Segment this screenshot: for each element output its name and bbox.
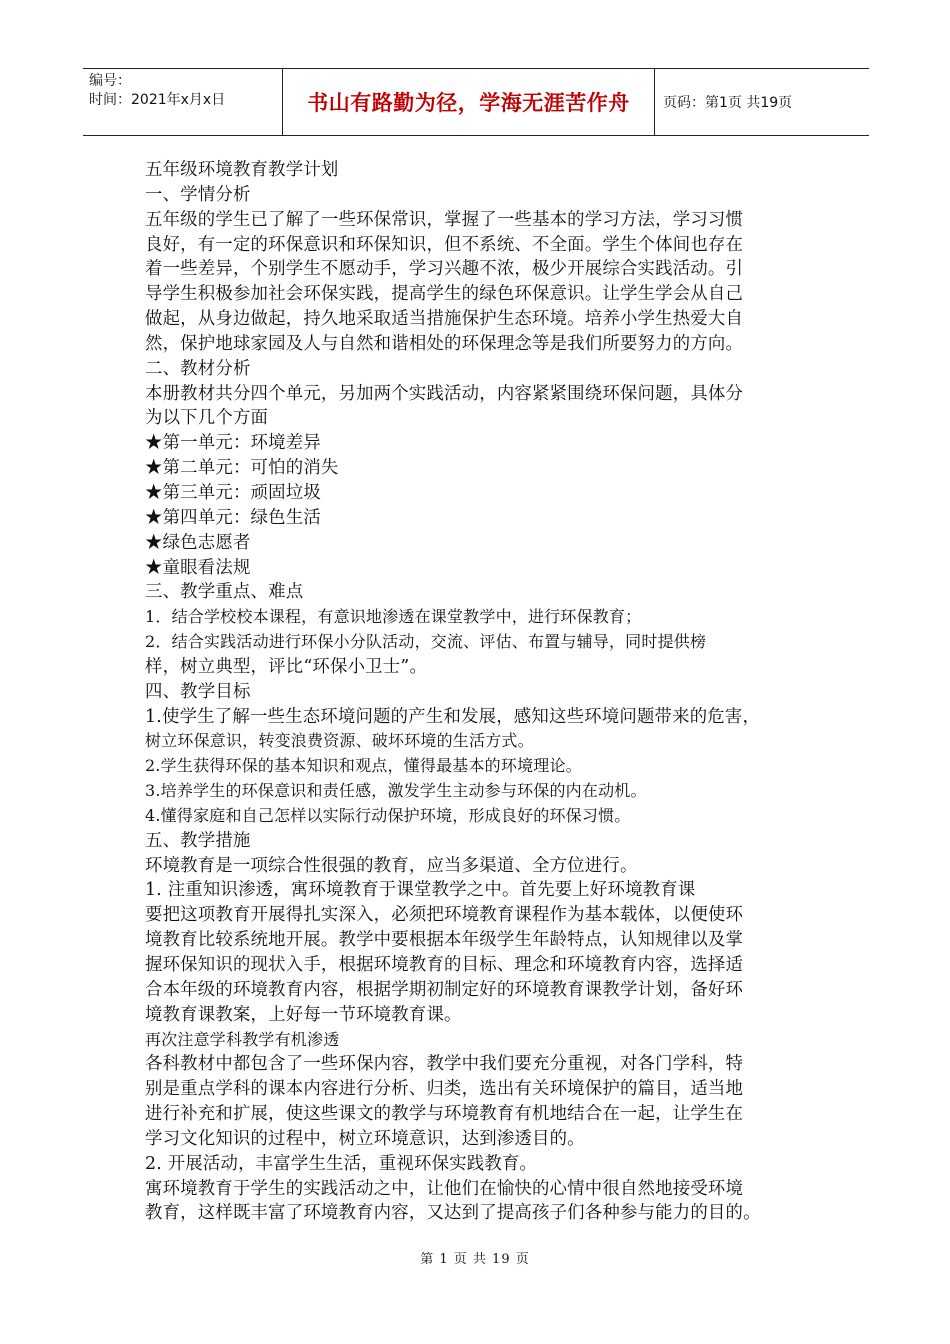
unit-list-item: ★绿色志愿者 xyxy=(145,532,251,553)
paragraph-line: 握环保知识的现状入手，根据环境教育的目标、理念和环境教育内容，选择适 xyxy=(145,955,744,975)
date-label: 时间：2021年x月x日 xyxy=(89,92,226,108)
paragraph-line: 教育，这样既丰富了环境教育内容，又达到了提高孩子们各种参与能力的目的。 xyxy=(145,1203,761,1224)
paragraph-line: 2.学生获得环保的基本知识和观点，懂得最基本的环境理论。 xyxy=(145,756,582,776)
paragraph-line: 样，树立典型，评比“环保小卫士”。 xyxy=(145,656,428,677)
unit-list-item: ★第三单元：顽固垃圾 xyxy=(145,482,321,503)
page-footer xyxy=(0,1248,950,1267)
section-heading: 二、教材分析 xyxy=(145,358,251,379)
header-motto-cell xyxy=(283,69,655,135)
paragraph-line: 五年级的学生已了解了一些环保常识，掌握了一些基本的学习方法，学习习惯 xyxy=(145,209,744,230)
doc-title: 五年级环境教育教学计划 xyxy=(145,160,339,180)
paragraph-line: 本册教材共分四个单元，另加两个实践活动，内容紧紧围绕环保问题，具体分 xyxy=(145,383,744,404)
paragraph-line: 做起，从身边做起，持久地采取适当措施保护生态环境。培养小学生热爱大自 xyxy=(145,309,744,330)
unit-list-item: ★童眼看法规 xyxy=(145,557,251,578)
paragraph-line: 要把这项教育开展得扎实深入，必须把环境教育课程作为基本载体，以便使环 xyxy=(145,905,744,926)
header-meta xyxy=(83,69,283,135)
section-heading: 五、教学措施 xyxy=(145,830,251,851)
paragraph-line: 2. 开展活动，丰富学生生活，重视环保实践教育。 xyxy=(145,1153,538,1174)
document-body xyxy=(145,158,835,1226)
paragraph-line: 为以下几个方面 xyxy=(145,408,269,429)
paragraph-line: 学习文化知识的过程中，树立环境意识，达到渗透目的。 xyxy=(145,1128,585,1149)
paragraph-line: 境教育课教案，上好每一节环境教育课。 xyxy=(145,1004,462,1025)
paragraph-line: 然，保护地球家园及人与自然和谐相处的环保理念等是我们所要努力的方向。 xyxy=(145,333,744,354)
paragraph-line: 环境教育是一项综合性很强的教育，应当多渠道、全方位进行。 xyxy=(145,855,638,876)
paragraph-line: 1．结合学校校本课程，有意识地渗透在课堂教学中，进行环保教育； xyxy=(145,607,642,627)
header-page-cell xyxy=(655,69,869,135)
paragraph-line: 4.懂得家庭和自己怎样以实际行动保护环境，形成良好的环保习惯。 xyxy=(145,805,631,825)
paragraph-line: 2．结合实践活动进行环保小分队活动，交流、评估、布置与辅导，同时提供榜 xyxy=(145,632,707,652)
paragraph-line: 着一些差异，个别学生不愿动手，学习兴趣不浓，极少开展综合实践活动。引 xyxy=(145,259,744,280)
document-header xyxy=(83,68,869,136)
subsection-heading: 再次注意学科教学有机渗透 xyxy=(145,1029,340,1049)
paragraph-line: 寓环境教育于学生的实践活动之中，让他们在愉快的心情中很自然地接受环境 xyxy=(145,1178,744,1199)
paragraph-line: 境教育比较系统地开展。教学中要根据本年级学生年龄特点，认知规律以及掌 xyxy=(145,930,744,951)
unit-list-item: ★第二单元：可怕的消失 xyxy=(145,458,339,479)
footer-page-number: 第 1 页 共 19 页 xyxy=(420,1252,530,1267)
unit-list-item: ★第四单元：绿色生活 xyxy=(145,507,321,528)
paragraph-line: 各科教材中都包含了一些环保内容，教学中我们要充分重视，对各门学科，特 xyxy=(145,1054,744,1075)
paragraph-line: 进行补充和扩展，使这些课文的教学与环境教育有机地结合在一起，让学生在 xyxy=(145,1104,744,1125)
paragraph-line: 树立环保意识，转变浪费资源、破坏环境的生活方式。 xyxy=(145,731,534,751)
number-label: 编号： xyxy=(89,73,131,89)
section-heading: 三、教学重点、难点 xyxy=(145,582,304,603)
section-heading: 四、教学目标 xyxy=(145,681,251,702)
unit-list-item: ★第一单元：环境差异 xyxy=(145,433,321,454)
paragraph-line: 别是重点学科的课本内容进行分析、归类，选出有关环境保护的篇目，适当地 xyxy=(145,1079,744,1100)
paragraph-line: 1.使学生了解一些生态环境问题的产生和发展，感知这些环境问题带来的危害， xyxy=(145,706,761,727)
paragraph-line: 导学生积极参加社会环保实践，提高学生的绿色环保意识。让学生学会从自己 xyxy=(145,284,744,305)
paragraph-line: 合本年级的环境教育内容，根据学期初制定好的环境教育课教学计划，备好环 xyxy=(145,979,744,1000)
paragraph-line: 良好，有一定的环保意识和环保知识，但不系统、不全面。学生个体间也存在 xyxy=(145,234,744,255)
header-motto: 书山有路勤为径，学海无涯苦作舟 xyxy=(307,91,630,115)
paragraph-line: 3.培养学生的环保意识和责任感，激发学生主动参与环保的内在动机。 xyxy=(145,781,647,801)
paragraph-line: 1. 注重知识渗透，寓环境教育于课堂教学之中。首先要上好环境教育课 xyxy=(145,880,696,901)
page-label: 页码：第1页 共19页 xyxy=(663,95,793,111)
section-heading: 一、学情分析 xyxy=(145,184,251,205)
